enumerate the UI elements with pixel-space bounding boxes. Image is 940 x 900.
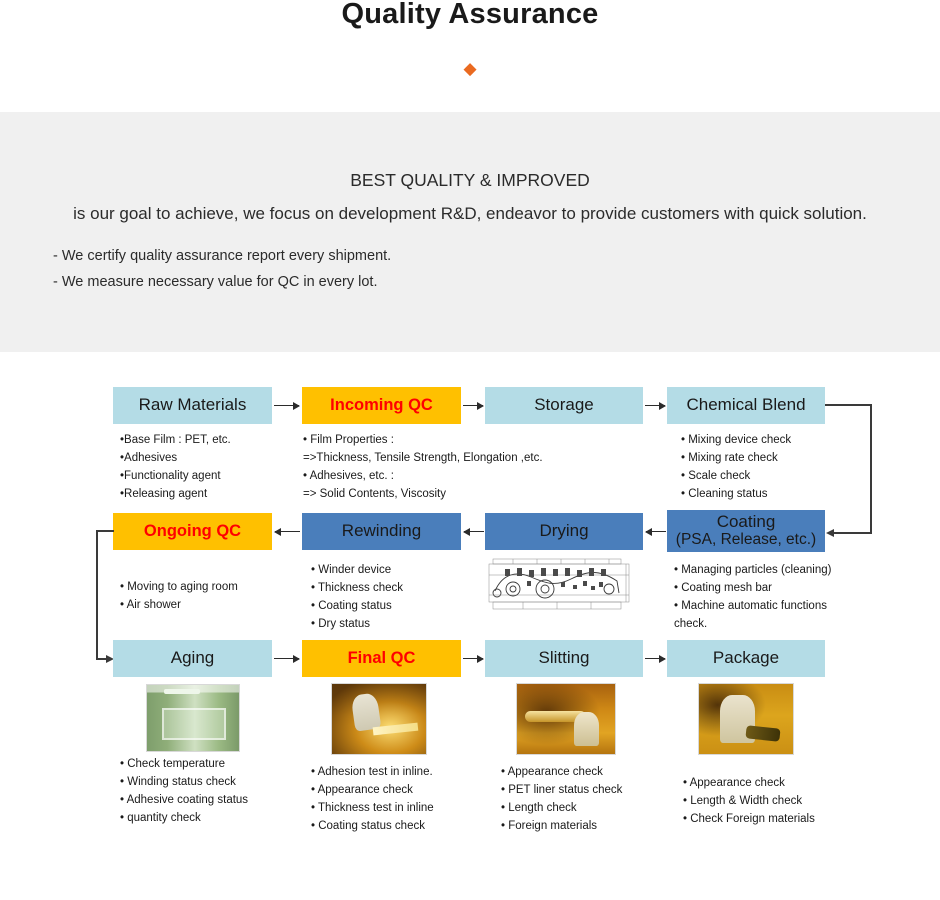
intro-bullet-item: - We measure necessary value for QC in every lot.	[53, 274, 378, 291]
flow-node-label: Slitting	[538, 648, 590, 668]
connector-right-top	[825, 404, 872, 406]
bullet-item: • Mixing device check	[681, 434, 792, 446]
flow-node-bullets-final-qc	[311, 763, 434, 836]
process-flow-chart	[0, 352, 940, 900]
flow-node-bullets-incoming-qc	[303, 431, 543, 504]
diamond-bullet-icon: ◆	[463, 59, 477, 78]
bullet-item: • Check temperature	[120, 758, 226, 770]
bullet-item: • Check Foreign materials	[683, 813, 815, 826]
intro-subline: is our goal to achieve, we focus on development R&D, endeavor to provide customers with quick solution.	[73, 204, 867, 223]
bullet-item: • Air shower	[120, 599, 181, 612]
bullet-item: • Length & Width check	[683, 795, 803, 808]
bullet-item: • Foreign materials	[501, 820, 598, 833]
bullet-item: •Functionality agent	[120, 470, 221, 483]
bullet-item: • Cleaning status	[681, 488, 768, 501]
connector-left-top	[96, 530, 114, 532]
bullet-item: • Appearance check	[311, 784, 413, 797]
bullet-item: • Moving to aging room	[120, 581, 238, 593]
final-qc-inspection-photo	[331, 683, 427, 755]
flow-node-label: Rewinding	[341, 521, 422, 541]
bullet-item: • Coating status check	[311, 820, 425, 833]
flow-node-label: Chemical Blend	[686, 395, 806, 415]
arrow-raw-to-incoming	[274, 405, 299, 406]
bullet-item: •Releasing agent	[120, 488, 208, 501]
flow-node-aging[interactable]	[113, 640, 272, 677]
header-section	[0, 0, 940, 112]
flow-node-label: Aging	[170, 648, 215, 668]
arrow-final-qc-to-slitting	[463, 658, 483, 659]
bullet-item: => Solid Contents, Viscosity	[303, 488, 446, 501]
bullet-item: • Appearance check	[683, 777, 785, 789]
flow-node-drying[interactable]	[485, 513, 643, 550]
flow-node-bullets-aging	[120, 755, 248, 828]
connector-right-arrowhead	[826, 529, 834, 537]
flow-node-rewinding[interactable]	[302, 513, 461, 550]
bullet-item: • Dry status	[311, 618, 370, 631]
slitting-machine-photo	[516, 683, 616, 755]
bullet-item: • Winder device	[311, 564, 392, 576]
flow-node-label: Package	[712, 648, 780, 668]
flow-node-label: Coating	[716, 512, 776, 532]
arrow-incoming-to-storage	[463, 405, 483, 406]
bullet-item: •Adhesives	[120, 452, 178, 465]
flow-node-package[interactable]	[667, 640, 825, 677]
flow-node-bullets-raw-materials	[120, 431, 231, 504]
bullet-item: • Thickness check	[311, 582, 404, 595]
intro-headline: BEST QUALITY & IMPROVED	[350, 170, 590, 190]
bullet-item: • Coating status	[311, 600, 392, 613]
aging-room-photo	[146, 684, 240, 752]
bullet-item: •Base Film : PET, etc.	[120, 434, 231, 446]
arrow-aging-to-final-qc	[274, 658, 299, 659]
flow-node-label: Ongoing QC	[143, 521, 242, 540]
flow-node-label: Final QC	[347, 648, 416, 667]
bullet-item: • Machine automatic functions	[674, 600, 827, 613]
connector-right-vertical	[870, 404, 872, 534]
connector-right-bottom	[833, 532, 871, 534]
bullet-item: check.	[674, 618, 708, 631]
coating-machine-technical-drawing	[483, 555, 639, 617]
bullet-item: • Adhesive coating status	[120, 794, 249, 807]
flow-node-bullets-ongoing-qc	[120, 578, 238, 614]
arrow-slitting-to-package	[645, 658, 665, 659]
arrow-storage-to-chemical	[645, 405, 665, 406]
flow-node-chemical-blend[interactable]	[667, 387, 825, 424]
bullet-item: • Coating mesh bar	[674, 582, 772, 595]
flow-node-bullets-rewinding	[311, 561, 403, 634]
flow-node-final-qc[interactable]	[302, 640, 461, 677]
flow-node-label: Raw Materials	[138, 395, 247, 415]
flow-node-coating[interactable]	[667, 510, 825, 552]
bullet-item: • Scale check	[681, 470, 751, 483]
connector-left-vertical	[96, 530, 98, 659]
intro-band	[0, 112, 940, 352]
bullet-item: • Film Properties :	[303, 434, 394, 446]
arrow-coating-to-drying	[646, 531, 666, 532]
flow-node-raw-materials[interactable]	[113, 387, 272, 424]
bullet-item: • Adhesion test in inline.	[311, 766, 433, 778]
bullet-item: • Thickness test in inline	[311, 802, 434, 815]
page-title: Quality Assurance	[341, 0, 599, 30]
arrow-rewinding-to-ongoing	[275, 531, 300, 532]
flow-node-storage[interactable]	[485, 387, 643, 424]
flow-node-label: Storage	[534, 395, 594, 415]
flow-node-label: Incoming QC	[330, 395, 433, 414]
bullet-item: • Length check	[501, 802, 577, 815]
flow-node-incoming-qc[interactable]	[302, 387, 461, 424]
bullet-item: • quantity check	[120, 812, 201, 825]
intro-bullet-item: - We certify quality assurance report every shipment.	[53, 248, 392, 264]
bullet-item: • Appearance check	[501, 766, 603, 778]
bullet-item: • Winding status check	[120, 776, 236, 789]
flow-node-bullets-chemical-blend	[681, 431, 791, 504]
flow-node-bullets-slitting	[501, 763, 622, 836]
bullet-item: • Mixing rate check	[681, 452, 778, 465]
flow-node-ongoing-qc[interactable]	[113, 513, 272, 550]
flow-node-label: Drying	[539, 521, 589, 541]
bullet-item: =>Thickness, Tensile Strength, Elongation ,etc.	[303, 452, 543, 465]
bullet-item: • PET liner status check	[501, 784, 623, 797]
flow-node-bullets-package	[683, 774, 815, 828]
arrow-drying-to-rewinding	[464, 531, 484, 532]
flow-node-bullets-coating	[674, 561, 831, 634]
flow-node-slitting[interactable]	[485, 640, 643, 677]
packaging-worker-photo	[698, 683, 794, 755]
intro-bullet-list	[53, 248, 391, 301]
bullet-item: • Managing particles (cleaning)	[674, 564, 832, 576]
flow-node-sublabel: (PSA, Release, etc.)	[675, 530, 817, 548]
bullet-item: • Adhesives, etc. :	[303, 470, 394, 483]
